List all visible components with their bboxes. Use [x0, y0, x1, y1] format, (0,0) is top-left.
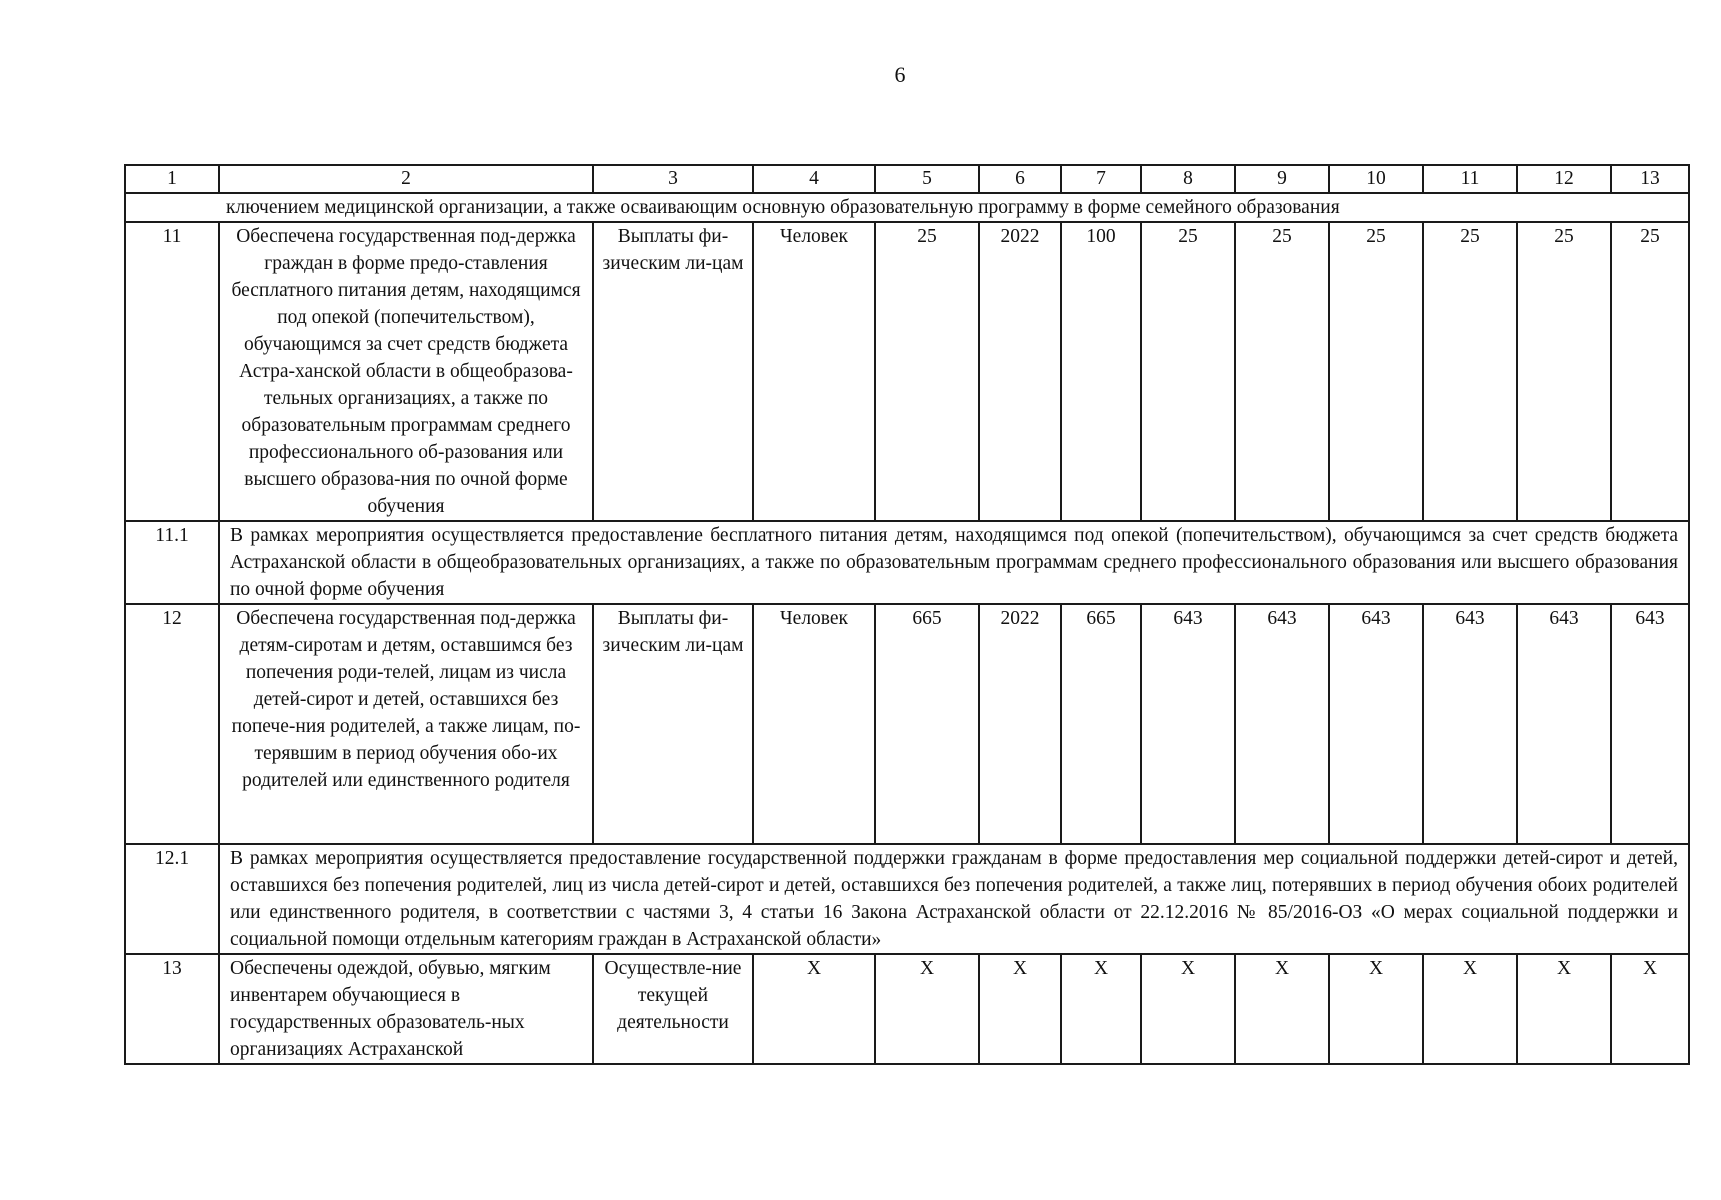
column-header: 13 — [1611, 165, 1689, 193]
value-cell: 643 — [1235, 604, 1329, 844]
value-cell: 100 — [1061, 222, 1141, 521]
measure-description: Обеспечена государственная под-держка граждан в форме предо-ставления бесплатного питания детям, находящимся под опекой (попечительством), обучающимся за счет средств бюджета Астра-ханской области в общеобразова-тельных организациях, а также по образовательным программам среднего профессионального об-разования или высшего образова-ния по очной форме обучения — [219, 222, 593, 521]
column-header: 1 — [125, 165, 219, 193]
column-header: 6 — [979, 165, 1061, 193]
measure-type: Выплаты фи-зическим ли-цам — [593, 604, 753, 844]
column-header: 12 — [1517, 165, 1611, 193]
page-number: 6 — [894, 62, 906, 87]
value-cell: Х — [1517, 954, 1611, 1064]
column-header: 5 — [875, 165, 979, 193]
value-cell: 25 — [1329, 222, 1423, 521]
value-cell: 643 — [1141, 604, 1235, 844]
measure-description: Обеспечены одеждой, обувью, мягким инвентарем обучающиеся в государственных образователь-ных организациях Астраханской — [219, 954, 593, 1064]
value-cell: 25 — [1235, 222, 1329, 521]
indicators-table — [124, 164, 1690, 1065]
row-number: 11.1 — [125, 521, 219, 604]
value-cell: Х — [1423, 954, 1517, 1064]
value-cell: Х — [979, 954, 1061, 1064]
measure-explanation: В рамках мероприятия осуществляется предоставление бесплатного питания детям, находящимся под опекой (попечительством), обучающимся за счет средств бюджета Астраханской области в общеобразовательных организациях, а также по образовательным программам среднего профессионального образования или высшего образования по очной форме обучения — [219, 521, 1689, 604]
column-header: 4 — [753, 165, 875, 193]
column-header: 3 — [593, 165, 753, 193]
value-cell: Х — [1235, 954, 1329, 1064]
value-cell: Х — [1329, 954, 1423, 1064]
value-cell: Х — [1061, 954, 1141, 1064]
value-cell: 25 — [1423, 222, 1517, 521]
value-cell: Х — [1141, 954, 1235, 1064]
column-header: 10 — [1329, 165, 1423, 193]
value-cell: 25 — [875, 222, 979, 521]
value-cell: 643 — [1611, 604, 1689, 844]
value-cell: 665 — [1061, 604, 1141, 844]
row-number: 11 — [125, 222, 219, 521]
value-cell: 2022 — [979, 604, 1061, 844]
value-cell: 25 — [1141, 222, 1235, 521]
value-cell: 643 — [1423, 604, 1517, 844]
row-number: 12.1 — [125, 844, 219, 954]
column-header: 11 — [1423, 165, 1517, 193]
table-row — [125, 954, 1689, 1064]
table-row — [125, 844, 1689, 954]
table-row — [125, 222, 1689, 521]
table-row — [125, 521, 1689, 604]
column-number-row — [125, 165, 1689, 193]
column-header: 9 — [1235, 165, 1329, 193]
row-number: 13 — [125, 954, 219, 1064]
value-cell: 25 — [1611, 222, 1689, 521]
measure-explanation: В рамках мероприятия осуществляется предоставление государственной поддержки гражданам в форме предоставления мер социальной поддержки детей-сирот и детей, оставшихся без попечения родителей, лиц из числа детей-сирот и детей, оставшихся без попечения родителей, а также лиц, потерявших в период обучения обоих родителей или единственного родителя, в соответствии с частями 3, 4 статьи 16 Закона Астраханской области от 22.12.2016 № 85/2016-ОЗ «О мерах социальной поддержки и социальной помощи отдельным категориям граждан в Астраханской области» — [219, 844, 1689, 954]
value-cell: Х — [1611, 954, 1689, 1064]
value-cell: 2022 — [979, 222, 1061, 521]
continuation-text: ключением медицинской организации, а также осваивающим основную образовательную программу в форме семейного образования — [125, 193, 1689, 222]
unit-cell: Человек — [753, 604, 875, 844]
unit-cell: Человек — [753, 222, 875, 521]
continuation-row — [125, 193, 1689, 222]
measure-type: Выплаты фи-зическим ли-цам — [593, 222, 753, 521]
unit-cell: Х — [753, 954, 875, 1064]
value-cell: 25 — [1517, 222, 1611, 521]
value-cell: 643 — [1517, 604, 1611, 844]
measure-type: Осуществле-ние текущей деятельности — [593, 954, 753, 1064]
column-header: 2 — [219, 165, 593, 193]
value-cell: Х — [875, 954, 979, 1064]
row-number: 12 — [125, 604, 219, 844]
column-header: 7 — [1061, 165, 1141, 193]
measure-description: Обеспечена государственная под-держка детям-сиротам и детям, оставшимся без попечения роди-телей, лицам из числа детей-сирот и детей, оставшихся без попече-ния родителей, а также лицам, по-терявшим в период обучения обо-их родителей или единственного родителя — [219, 604, 593, 844]
table-row — [125, 604, 1689, 844]
value-cell: 643 — [1329, 604, 1423, 844]
column-header: 8 — [1141, 165, 1235, 193]
value-cell: 665 — [875, 604, 979, 844]
